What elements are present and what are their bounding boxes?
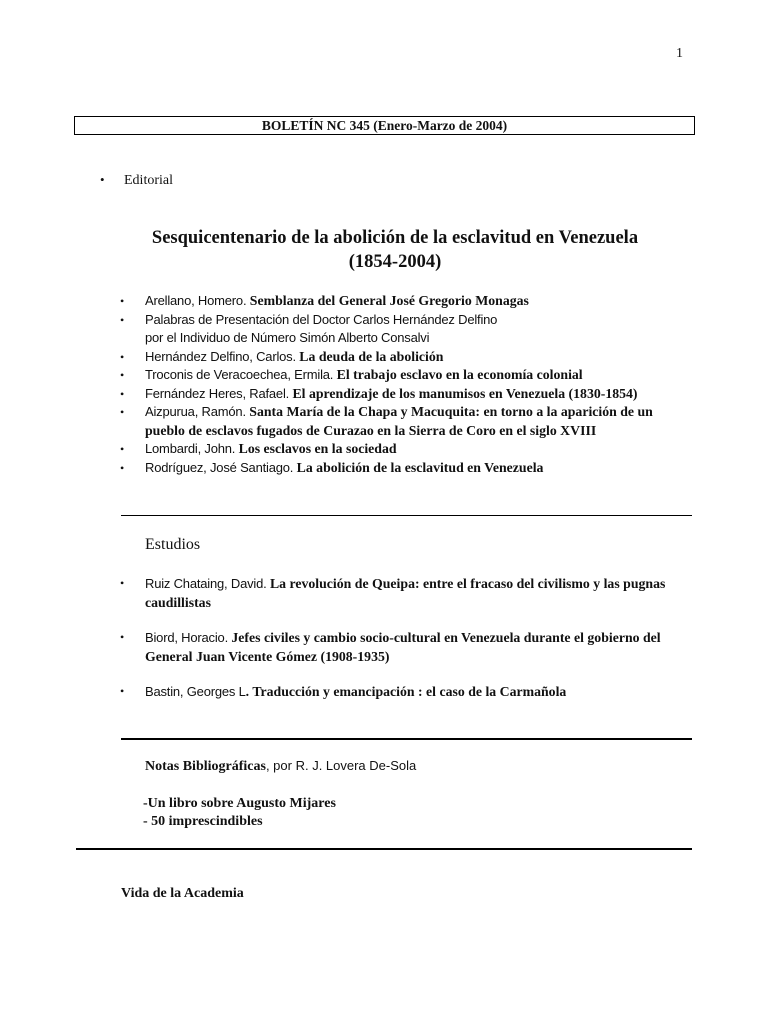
list-item	[120, 348, 690, 367]
bullet-icon: •	[120, 684, 125, 698]
notes-item: -Un libro sobre Augusto Mijares	[143, 796, 336, 811]
bullet-icon: •	[120, 312, 125, 327]
list-item	[120, 459, 690, 478]
item-author: Rodríguez, José Santiago.	[145, 459, 297, 475]
item-author: Biord, Horacio.	[145, 630, 232, 645]
item-author: Bastin, Georges L	[145, 684, 246, 699]
notes-label: Notas Bibliográficas	[145, 759, 266, 774]
bulletin-title-box	[74, 116, 695, 135]
bullet-icon: •	[120, 460, 125, 475]
notes-item: - 50 imprescindibles	[143, 814, 263, 829]
main-title-line2: (1854-2004)	[348, 252, 442, 272]
main-section-list	[120, 292, 690, 477]
list-item	[120, 385, 690, 404]
main-title-line1: Sesquicentenario de la abolición de la esclavitud en Venezuela	[151, 228, 639, 248]
list-item	[120, 366, 690, 385]
bullet-icon: •	[120, 386, 125, 401]
bullet-icon: •	[120, 368, 125, 382]
item-author: Arellano, Homero.	[145, 293, 250, 308]
bullet-icon: •	[120, 630, 125, 644]
item-work: El trabajo esclavo en la economía colonial	[336, 367, 583, 382]
item-author: Lombardi, John.	[145, 441, 239, 456]
item-author: Ruiz Chataing, David.	[145, 576, 270, 591]
item-work: Los esclavos en la sociedad	[238, 441, 397, 456]
item-author-continued: por el Individuo de Número Simón Alberto Consalvi	[145, 330, 430, 345]
item-author: Palabras de Presentación del Doctor Carlos Hernández Delfino	[145, 311, 498, 327]
notes-heading	[145, 758, 416, 775]
bulletin-title: BOLETÍN NC 345 (Enero-Marzo de 2004)	[261, 118, 508, 133]
list-item	[120, 292, 690, 311]
item-work: El aprendizaje de los manumisos en Venezuela (1830-1854)	[292, 385, 638, 401]
list-item	[120, 403, 690, 440]
item-author: Fernández Heres, Rafael.	[145, 385, 293, 401]
editorial-item	[100, 172, 173, 189]
section-divider	[76, 848, 692, 850]
list-item	[120, 440, 690, 459]
item-work: La abolición de la esclavitud en Venezuela	[296, 459, 544, 475]
list-item	[120, 628, 690, 666]
bullet-icon: •	[120, 442, 125, 456]
section-divider	[121, 515, 692, 516]
list-item	[120, 574, 690, 612]
list-item	[120, 682, 690, 701]
studies-list	[120, 574, 690, 701]
vida-academia-heading: Vida de la Academia	[121, 886, 244, 901]
bullet-icon: •	[120, 349, 125, 364]
bullet-icon: •	[120, 405, 125, 419]
item-work: Jefes civiles y cambio socio-cultural en Venezuela durante el gobierno del General Juan Vicente Gómez (1908-1935)	[145, 630, 661, 664]
section-divider	[121, 738, 692, 740]
bullet-icon: •	[120, 294, 125, 308]
item-author: Aizpurua, Ramón.	[145, 404, 250, 419]
studies-heading: Estudios	[145, 536, 201, 553]
editorial-label: Editorial	[124, 173, 173, 188]
list-item	[120, 311, 690, 348]
item-work: Santa María de la Chapa y Macuquita: en torno a la aparición de un pueblo de esclavos fugados de Curazao en la Sierra de Coro en el siglo XVIII	[145, 404, 653, 438]
notes-byline: , por R. J. Lovera De-Sola	[265, 758, 417, 773]
notes-list	[143, 795, 336, 831]
item-work: . Traducción y emancipación : el caso de la Carmañola	[245, 684, 567, 699]
item-author: Hernández Delfino, Carlos.	[145, 348, 300, 364]
item-work: La deuda de la abolición	[299, 348, 444, 364]
item-work: Semblanza del General José Gregorio Monagas	[249, 293, 529, 308]
main-section-title	[100, 226, 690, 274]
page-number: 1	[676, 46, 683, 61]
bullet-icon: •	[120, 576, 125, 590]
bullet-icon: •	[100, 172, 105, 187]
item-work: La revolución de Queipa: entre el fracaso del civilismo y las pugnas caudillistas	[145, 576, 666, 610]
item-author: Troconis de Veracoechea, Ermila.	[145, 367, 337, 382]
